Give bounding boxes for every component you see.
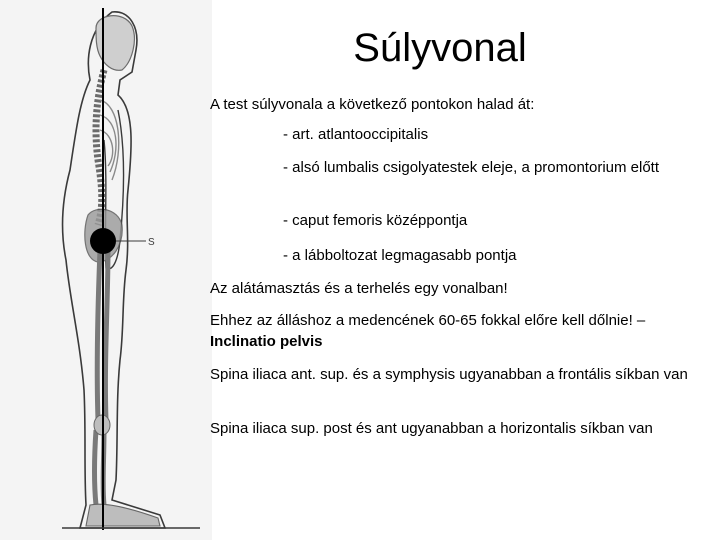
skull: [96, 16, 134, 71]
body-outline: [63, 12, 165, 528]
slide-title: Súlyvonal: [353, 26, 527, 70]
point-item: - art. atlantooccipitalis: [283, 126, 429, 143]
anatomy-figure: [0, 0, 212, 540]
point-item: - caput femoris középpontja: [283, 212, 468, 229]
intro-text: A test súlyvonala a következő pontokon halad át:: [210, 96, 535, 113]
foot-bones: [86, 504, 160, 526]
point-item: - alsó lumbalis csigolyatestek eleje, a promontorium előtt: [283, 159, 660, 176]
point-item: - a lábboltozat legmagasabb pontja: [283, 247, 517, 264]
horizontal-plane-text: Spina iliaca sup. post és ant ugyanabban a horizontalis síkban van: [210, 420, 653, 437]
inclinatio-pelvis-term: Inclinatio pelvis: [210, 333, 323, 350]
center-of-gravity-dot: [90, 228, 116, 254]
leg-bones: [95, 250, 109, 505]
pelvis-inclination-text: [210, 310, 705, 352]
pelvis-inclination-lead: Ehhez az álláshoz a medencének 60-65 fokkal előre kell dőlnie! –: [210, 312, 646, 329]
marker-label: S: [148, 237, 155, 248]
support-line-text: Az alátámasztás és a terhelés egy vonalban!: [210, 280, 508, 297]
frontal-plane-text: Spina iliaca ant. sup. és a symphysis ugyanabban a frontális síkban van: [210, 366, 688, 383]
body-sideview-illustration: [0, 0, 212, 540]
